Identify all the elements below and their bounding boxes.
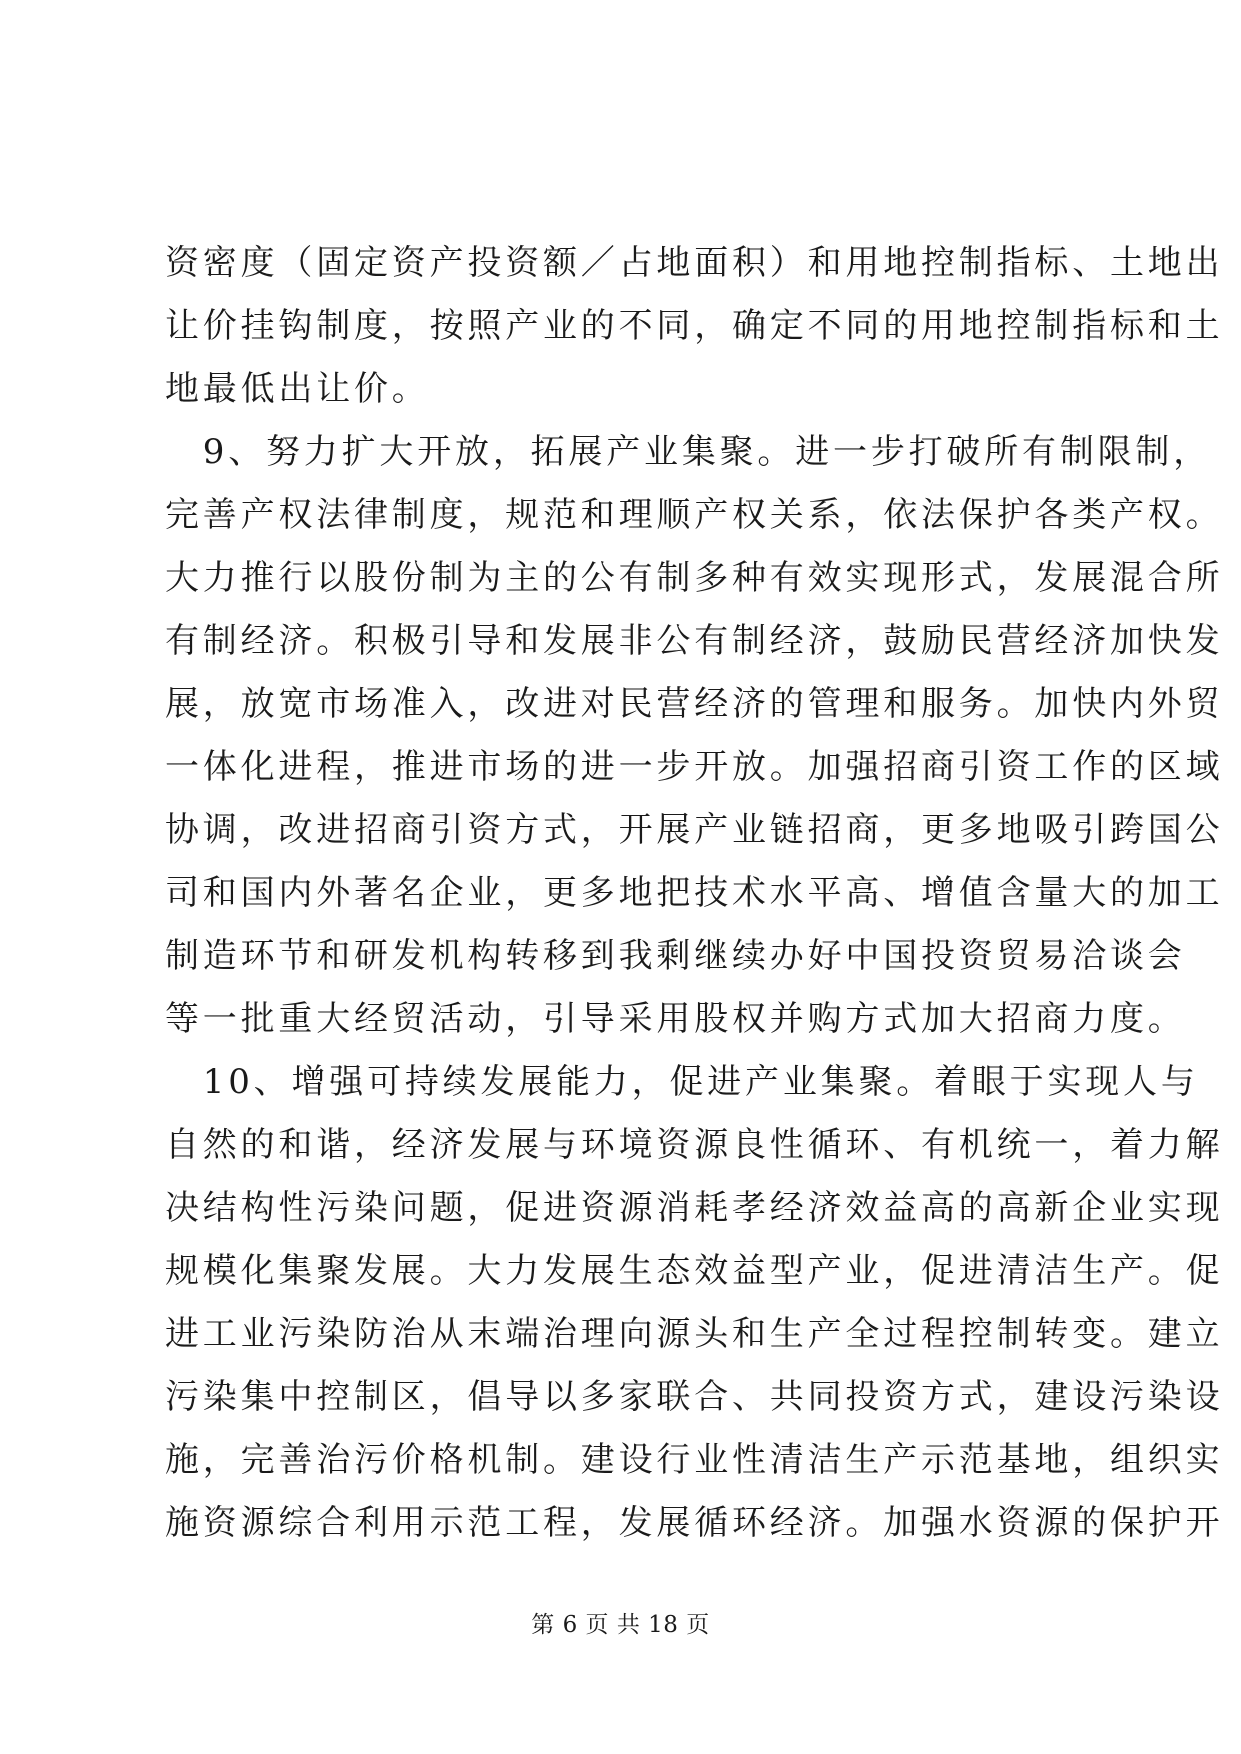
text-line: 决结构性污染问题，促进资源消耗孝经济效益高的高新企业实现 [165, 1188, 1224, 1228]
text-line: 完善产权法律制度，规范和理顺产权关系，依法保护各类产权。 [165, 495, 1224, 535]
text-line: 规模化集聚发展。大力发展生态效益型产业，促进清洁生产。促 [165, 1251, 1224, 1291]
text-line: 施资源综合利用示范工程，发展循环经济。加强水资源的保护开 [165, 1503, 1224, 1543]
text-line: 展，放宽市场准入，改进对民营经济的管理和服务。加快内外贸 [165, 684, 1224, 724]
text-line: 10、增强可持续发展能力，促进产业集聚。着眼于实现人与 [165, 1062, 1199, 1102]
paragraph-item-9 [165, 421, 1224, 1051]
text-line: 一体化进程，推进市场的进一步开放。加强招商引资工作的区域 [165, 747, 1224, 787]
text-line: 有制经济。积极引导和发展非公有制经济，鼓励民营经济加快发 [165, 621, 1224, 661]
text-line: 司和国内外著名企业，更多地把技术水平高、增值含量大的加工 [165, 873, 1224, 913]
text-line: 资密度（固定资产投资额／占地面积）和用地控制指标、土地出 [165, 243, 1224, 283]
text-line: 施，完善治污价格机制。建设行业性清洁生产示范基地，组织实 [165, 1440, 1224, 1480]
text-line: 9、努力扩大开放，拓展产业集聚。进一步打破所有制限制， [165, 432, 1212, 472]
document-body [165, 232, 1224, 1555]
text-line: 地最低出让价。 [165, 369, 430, 409]
paragraph-item-10 [165, 1051, 1224, 1555]
text-line: 自然的和谐，经济发展与环境资源良性循环、有机统一，着力解 [165, 1125, 1224, 1165]
text-line: 等一批重大经贸活动，引导采用股权并购方式加大招商力度。 [165, 999, 1186, 1039]
text-line: 大力推行以股份制为主的公有制多种有效实现形式，发展混合所 [165, 558, 1224, 598]
text-line: 污染集中控制区，倡导以多家联合、共同投资方式，建设污染设 [165, 1377, 1224, 1417]
text-line: 制造环节和研发机构转移到我剩继续办好中国投资贸易洽谈会 [165, 936, 1186, 976]
page-number-footer: 第 6 页 共 18 页 [531, 1612, 710, 1638]
text-line: 协调，改进招商引资方式，开展产业链招商，更多地吸引跨国公 [165, 810, 1224, 850]
paragraph-land-price [165, 232, 1224, 421]
text-line: 进工业污染防治从末端治理向源头和生产全过程控制转变。建立 [165, 1314, 1224, 1354]
text-line: 让价挂钩制度，按照产业的不同，确定不同的用地控制指标和土 [165, 306, 1224, 346]
